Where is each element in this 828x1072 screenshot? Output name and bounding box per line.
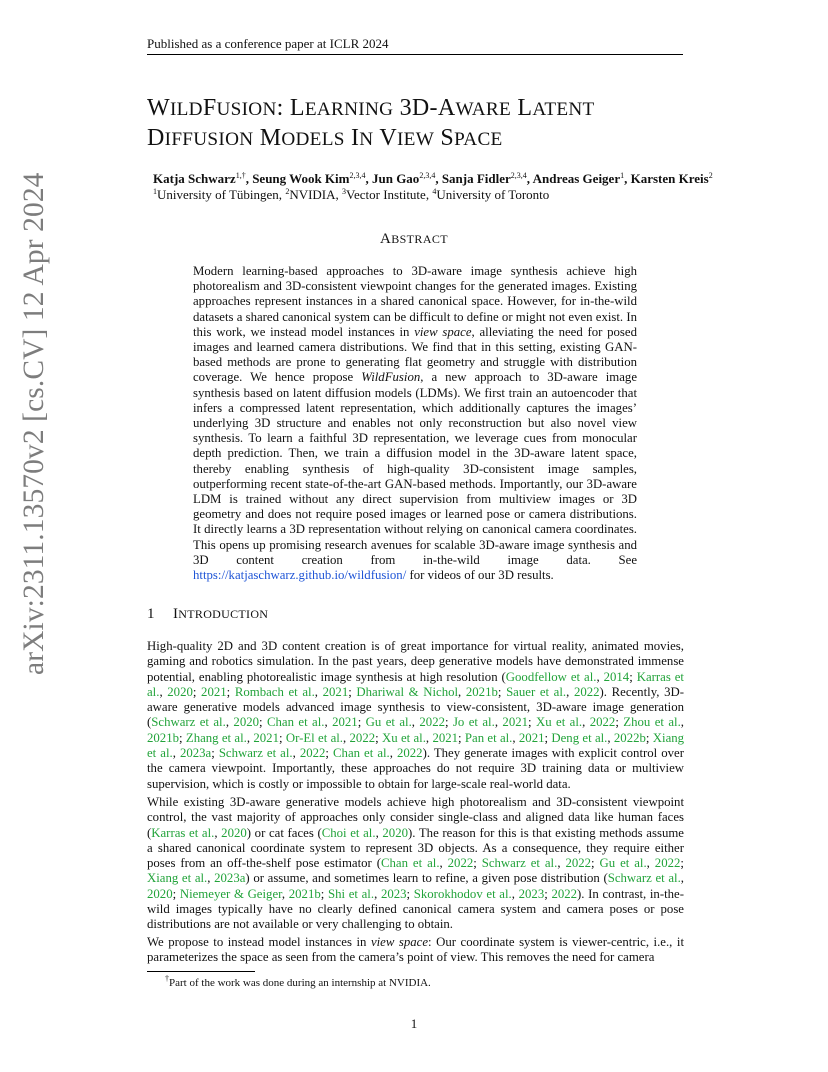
paragraph-text: , — [494, 715, 503, 730]
citation-link[interactable]: Choi et al. — [321, 825, 376, 840]
citation-link[interactable]: Gu et al. — [365, 715, 412, 730]
paragraph-text: , — [314, 684, 323, 699]
abstract-body: Modern learning-based approaches to 3D-aware image synthesis achieve high photorealism and 3D-consistent viewpoint changes for the generated images. Existing approaches represent instances in a shared canonical space. However, for in-the-wild datasets a shared canonical system can be difficult to define or might not even exist. In this work, we instead model instances in view space, alleviating the need for posed images and learned camera distributions. We find that in this setting, existing GAN-based methods are prone to generating flat geometry and struggle with distribution coverage. We hence propose WildFusion, a new approach to 3D-aware image synthesis based on latent diffusion models (LDMs). We first train an autoencoder that infers a compressed latent representation, which additionally captures the images’ underlying 3D structure and enables not only reconstruction but also novel view synthesis. To learn a faithful 3D representation, we leverage cues from monocular depth prediction. Then, we train a diffusion model in the 3D-aware latent space, thereby enabling synthesis of high-quality 3D-consistent image samples, outperforming recent state-of-the-art GAN-based methods. Importantly, our 3D-aware LDM is trained without any direct supervision from multiview images or 3D geometry and does not require posed images or learned pose or camera distributions. It directly learns a 3D representation without relying on canonical camera coordinates. This opens up promising research avenues for scalable 3D-aware image synthesis and 3D content creation from in-the-wild image data. See https://katjaschwarz.github.io/wildfusion/ for videos of our 3D results. — [193, 264, 637, 583]
citation-link[interactable]: Chan et al. — [266, 715, 325, 730]
footnote: †Part of the work was done during an internship at NVIDIA. — [165, 974, 431, 989]
paragraph-text: We propose to instead model instances in — [147, 935, 371, 949]
paragraph-text: ; — [544, 730, 552, 745]
paragraph-text: ; — [320, 886, 328, 901]
paragraph-text: , — [512, 730, 519, 745]
paragraph-text: ; — [528, 715, 536, 730]
paragraph-text: , — [225, 715, 234, 730]
paragraph-text: ; — [211, 746, 219, 761]
citation-link[interactable]: 2022 — [349, 730, 376, 745]
citation-link[interactable]: 2020 — [147, 886, 173, 901]
paragraph-text: , — [343, 730, 350, 745]
paper-title: WILDFUSION: LEARNING 3D-AWARE LATENT DIFFUSION MODELS IN VIEW SPACE — [147, 95, 595, 151]
paragraph-text: ; — [179, 730, 186, 745]
running-header: Published as a conference paper at ICLR 2024 — [147, 36, 389, 51]
footnote-rule — [147, 971, 255, 972]
citation-link[interactable]: 2021b — [288, 886, 321, 901]
paragraph-text: , — [511, 886, 519, 901]
intro-paragraph-3 — [147, 935, 684, 966]
paragraph-text: , — [207, 871, 215, 886]
abstract-heading: ABSTRACT — [379, 231, 449, 247]
paragraph-text: ; — [473, 856, 482, 871]
citation-link[interactable]: Jo et al. — [452, 715, 495, 730]
citation-link[interactable]: 2021b — [465, 684, 498, 699]
citation-link[interactable]: Xu et al. — [382, 730, 426, 745]
citation-link[interactable]: Xu et al. — [535, 715, 583, 730]
paragraph-text: : Our coordinate system is viewer-centric, i.e., it parameterizes the space as seen from the camera’s point of view. This removes the need for camera — [147, 935, 684, 965]
paragraph-text: , — [374, 886, 381, 901]
paragraph-text: ; — [357, 715, 366, 730]
paragraph-text: ; — [458, 730, 465, 745]
paragraph-text: , — [214, 825, 222, 840]
project-url-link[interactable]: https://katjaschwarz.github.io/wildfusion/ — [193, 568, 407, 583]
citation-link[interactable]: Chan et al. — [333, 746, 390, 761]
paragraph-text: ) or assume, and sometimes learn to refine, a given pose distribution ( — [245, 871, 608, 886]
citation-link[interactable]: 2023 — [518, 886, 545, 901]
citation-link[interactable]: Niemeyer & Geiger — [179, 886, 282, 901]
citation-link[interactable]: Goodfellow et al. — [505, 669, 597, 684]
paragraph-text: , — [646, 856, 655, 871]
paragraph-text: ). They generate images with explicit control over the camera viewpoint. Importantly, these approaches do not require 3D training data or multiview supervision, which is costly or impossible to obtain for large-scale real-world data. — [147, 746, 684, 791]
citation-link[interactable]: Karras et al. — [147, 669, 684, 699]
citation-link[interactable]: 2021 — [518, 730, 545, 745]
paragraph-text: ). In contrast, in-the-wild images typically have no clearly defined canonical camera system and camera poses or pose distributions are not available or very challenging to obtain. — [147, 886, 684, 932]
paragraph-text: , — [596, 669, 604, 684]
paragraph-text: , — [246, 730, 254, 745]
paragraph-text: While existing 3D-aware generative models achieve high photorealism and 3D-consistent viewpoint control, the vast majority of approaches only consider single-class and aligned data like human faces ( — [147, 795, 684, 840]
paragraph-text: ; — [192, 684, 202, 699]
paragraph-text: , — [557, 856, 566, 871]
paragraph-text: ; — [325, 746, 334, 761]
paragraph-text: , — [680, 871, 684, 886]
paragraph-text: , — [159, 684, 168, 699]
paragraph-text: High-quality 2D and 3D content creation is of great importance for virtual reality, animated movies, gaming and robotics simulation. In the past years, deep generative models have demonstrated immense potential, enabling photorealistic image synthesis at high resolution ( — [147, 639, 684, 684]
citation-link[interactable]: Or-El et al. — [285, 730, 344, 745]
citation-link[interactable]: 2021 — [432, 730, 459, 745]
citation-link[interactable]: 2022 — [396, 746, 423, 761]
citation-link[interactable]: 2022 — [654, 856, 681, 871]
citation-link[interactable]: 2022 — [419, 715, 445, 730]
citation-link[interactable]: 2022 — [573, 684, 600, 699]
paragraph-text: ; — [348, 684, 357, 699]
paragraph-text: , — [458, 684, 466, 699]
paragraph-text: ) or cat faces ( — [246, 825, 322, 840]
header-rule — [147, 54, 683, 55]
citation-link[interactable]: Dhariwal & Nichol — [356, 684, 459, 699]
paragraph-text: , — [439, 856, 448, 871]
citation-link[interactable]: Karras et al. — [151, 825, 215, 840]
emphasis-text: view space — [370, 935, 429, 949]
paragraph-text: ; — [172, 886, 180, 901]
section-heading-introduction: 1 INTRODUCTION — [147, 606, 269, 622]
paragraph-text: , — [375, 825, 383, 840]
citation-link[interactable]: Deng et al. — [551, 730, 608, 745]
paragraph-text: ; — [278, 730, 286, 745]
paragraph-text: , — [425, 730, 433, 745]
citation-link[interactable]: 2020 — [221, 825, 247, 840]
citation-link[interactable]: Xiang et al. — [147, 871, 208, 886]
citation-link[interactable]: 2020 — [233, 715, 260, 730]
paragraph-text: ; — [497, 684, 507, 699]
paragraph-text: ). Recently, 3D-aware generative models advanced image synthesis to view-consistent, 3D-aware image generation ( — [147, 684, 684, 730]
citation-link[interactable]: 2021 — [502, 715, 529, 730]
citation-link[interactable]: Gu et al. — [599, 856, 647, 871]
citation-link[interactable]: Skorokhodov et al. — [413, 886, 512, 901]
intro-paragraph-1 — [147, 639, 684, 792]
citation-link[interactable]: 2021b — [147, 730, 179, 745]
citation-link[interactable]: 2014 — [603, 669, 630, 684]
citation-link[interactable]: Zhang et al. — [185, 730, 247, 745]
paragraph-text: , — [324, 715, 333, 730]
author-list: Katja Schwarz$^{1,\dagger}$, Seung Wook Kim$^{2,3,4}$, Jun Gao$^{2,3,4}$, Sanja Fidler$^{2,3,4}$, Andreas Geiger$^1$, Karsten Kreis$^2$ — [153, 171, 713, 186]
arxiv-stamp[interactable]: arXiv:2311.13570v2 [cs.CV] 12 Apr 2024 — [18, 172, 50, 675]
paragraph-text: , — [292, 746, 300, 761]
citation-link[interactable]: Sauer et al. — [506, 684, 567, 699]
citation-link[interactable]: Zhou et al. — [623, 715, 681, 730]
paragraph-text: ; — [444, 715, 453, 730]
citation-link[interactable]: 2023a — [214, 871, 246, 886]
paragraph-text: , — [389, 746, 397, 761]
citation-link[interactable]: Shi et al. — [327, 886, 375, 901]
citation-link[interactable]: Schwarz et al. — [607, 871, 681, 886]
citation-link[interactable]: Pan et al. — [464, 730, 513, 745]
citation-link[interactable]: 2023 — [380, 886, 407, 901]
paragraph-text: , — [566, 684, 574, 699]
citation-link[interactable]: Schwarz et al. — [481, 856, 558, 871]
citation-link[interactable]: Schwarz et al. — [151, 715, 226, 730]
citation-link[interactable]: Rombach et al. — [234, 684, 315, 699]
citation-link[interactable]: 2022b — [613, 730, 646, 745]
paragraph-text: ; — [680, 856, 684, 871]
affiliations: $^1$University of Tübingen, $^2$NVIDIA, $^3$Vector Institute, $^4$University of Toronto — [153, 187, 550, 202]
paragraph-text: ; — [615, 715, 624, 730]
paragraph-text: , — [607, 730, 614, 745]
paragraph-text: ; — [629, 669, 637, 684]
citation-link[interactable]: 2022 — [447, 856, 474, 871]
intro-paragraph-2 — [147, 795, 684, 933]
paragraph-text: ; — [406, 886, 414, 901]
paragraph-text: ; — [375, 730, 382, 745]
citation-link[interactable]: 2022 — [551, 886, 578, 901]
paragraph-text: ; — [544, 886, 552, 901]
paragraph-text: ; — [645, 730, 653, 745]
citation-link[interactable]: 2020 — [382, 825, 408, 840]
paragraph-text: ; — [259, 715, 267, 730]
paragraph-text: , — [172, 746, 180, 761]
citation-link[interactable]: 2022 — [299, 746, 326, 761]
citation-link[interactable]: Chan et al. — [381, 856, 440, 871]
citation-link[interactable]: 2021 — [322, 684, 349, 699]
citation-link[interactable]: 2023a — [179, 746, 212, 761]
paragraph-text: ). The reason for this is that existing methods assume a shared canonical coordinate system to represent 3D objects. As a consequence, they require either poses from an off-the-shelf pose estimator ( — [147, 825, 684, 871]
page-number: 1 — [410, 1016, 418, 1031]
paragraph-text: , — [281, 886, 289, 901]
paragraph-text: , — [582, 715, 590, 730]
citation-link[interactable]: 2020 — [167, 684, 193, 699]
paragraph-text: ; — [226, 684, 235, 699]
paragraph-text: ; — [591, 856, 600, 871]
citation-link[interactable]: 2021 — [253, 730, 279, 745]
citation-link[interactable]: Schwarz et al. — [218, 746, 293, 761]
citation-link[interactable]: 2021 — [201, 684, 227, 699]
paragraph-text: , — [680, 715, 684, 730]
paragraph-text: , — [411, 715, 420, 730]
citation-link[interactable]: Xiang et al. — [147, 730, 685, 761]
citation-link[interactable]: 2021 — [332, 715, 358, 730]
citation-link[interactable]: 2022 — [565, 856, 592, 871]
citation-link[interactable]: 2022 — [589, 715, 616, 730]
